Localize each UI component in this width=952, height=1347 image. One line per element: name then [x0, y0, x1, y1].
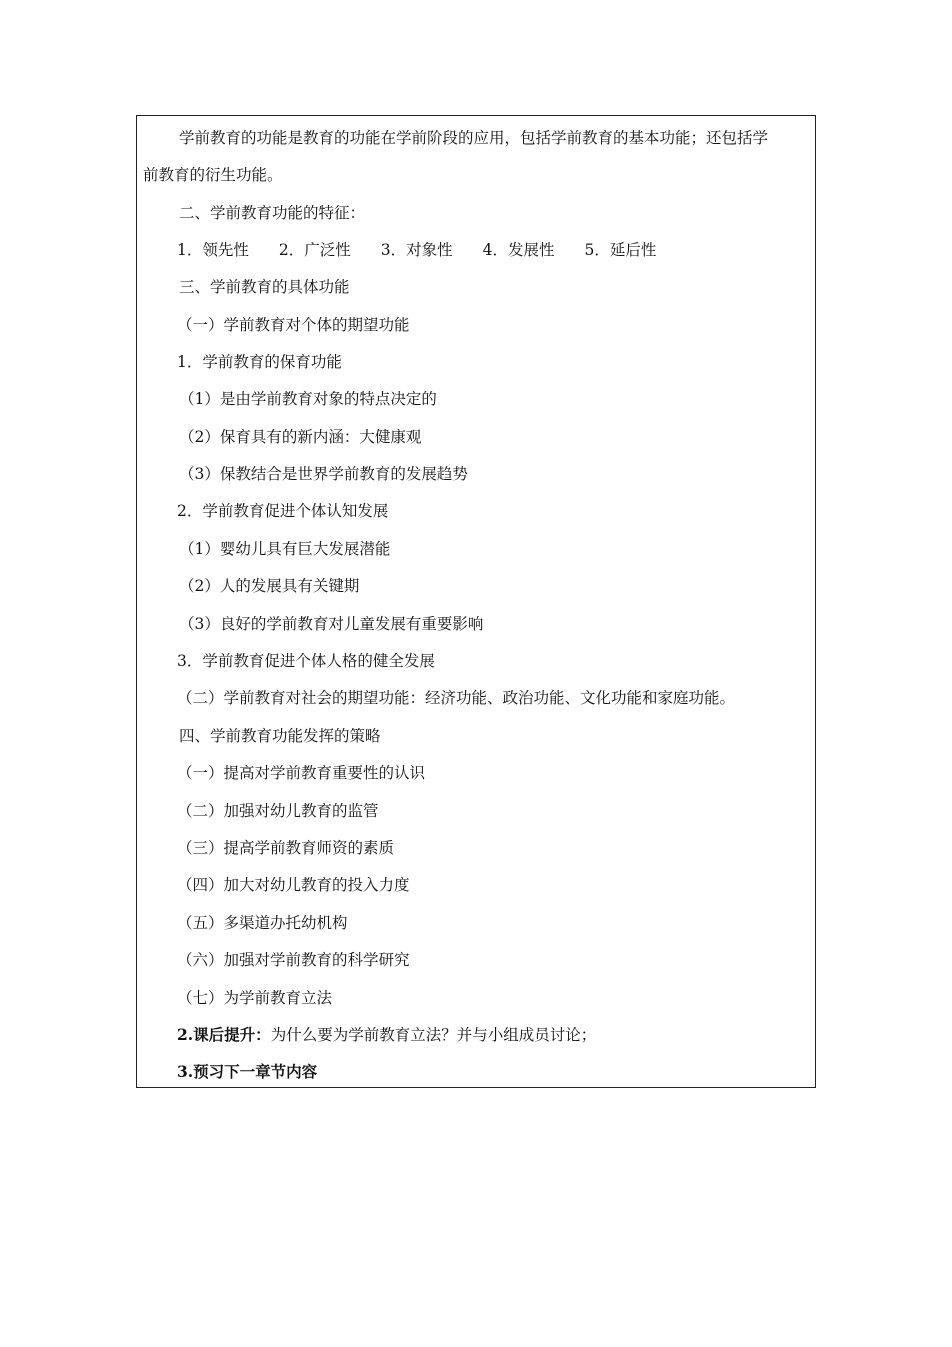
section-3-sub-1: （一）学前教育对个体的期望功能: [177, 316, 410, 334]
strategy-item: （一）提高对学前教育重要性的认识: [177, 764, 426, 782]
intro-line-1: 学前教育的功能是教育的功能在学前阶段的应用，包括学前教育的基本功能；还包括学: [179, 129, 769, 147]
section-3-title: 三、学前教育的具体功能: [179, 278, 350, 296]
section-3-item-1b: （2）保育具有的新内涵：大健康观: [179, 428, 422, 446]
strategy-item: （三）提高学前教育师资的素质: [177, 839, 395, 857]
feature-item: 2．广泛性: [278, 241, 351, 259]
preview-label: 3.预习下一章节内容: [177, 1062, 318, 1081]
section-3-item-1c: （3）保教结合是世界学前教育的发展趋势: [179, 465, 468, 483]
strategy-item: （二）加强对幼儿教育的监管: [177, 802, 379, 820]
section-4-title: 四、学前教育功能发挥的策略: [179, 727, 381, 745]
feature-item: 4．发展性: [482, 241, 555, 259]
strategy-item: （五）多渠道办托幼机构: [177, 914, 348, 932]
section-3-item-2: 2．学前教育促进个体认知发展: [177, 502, 389, 520]
feature-item: 1．领先性: [177, 241, 249, 259]
section-3-item-3: 3．学前教育促进个体人格的健全发展: [177, 652, 435, 670]
section-2-title: 二、学前教育功能的特征：: [179, 204, 366, 222]
feature-item: 5．延后性: [584, 241, 657, 259]
intro-line-2: 前教育的衍生功能。: [143, 166, 283, 184]
section-3-item-2a: （1）婴幼儿具有巨大发展潜能: [179, 540, 391, 558]
section-3-item-1: 1．学前教育的保育功能: [177, 353, 342, 371]
strategy-item: （六）加强对学前教育的科学研究: [177, 951, 410, 969]
feature-item: 3．对象性: [380, 241, 453, 259]
feature-list: [177, 240, 656, 260]
section-3-item-1a: （1）是由学前教育对象的特点决定的: [179, 390, 437, 408]
content-box: [136, 115, 816, 1088]
homework-label: 2.课后提升：: [177, 1025, 271, 1044]
section-3-item-2b: （2）人的发展具有关键期: [179, 577, 360, 595]
strategy-item: （四）加大对幼儿教育的投入力度: [177, 876, 410, 894]
section-3-sub-2: （二）学前教育对社会的期望功能：经济功能、政治功能、文化功能和家庭功能。: [177, 689, 736, 707]
strategy-item: （七）为学前教育立法: [177, 989, 333, 1007]
homework-line: [177, 1025, 596, 1045]
section-3-item-2c: （3）良好的学前教育对儿童发展有重要影响: [179, 615, 484, 633]
homework-text: 为什么要为学前教育立法？并与小组成员讨论；: [270, 1026, 597, 1044]
